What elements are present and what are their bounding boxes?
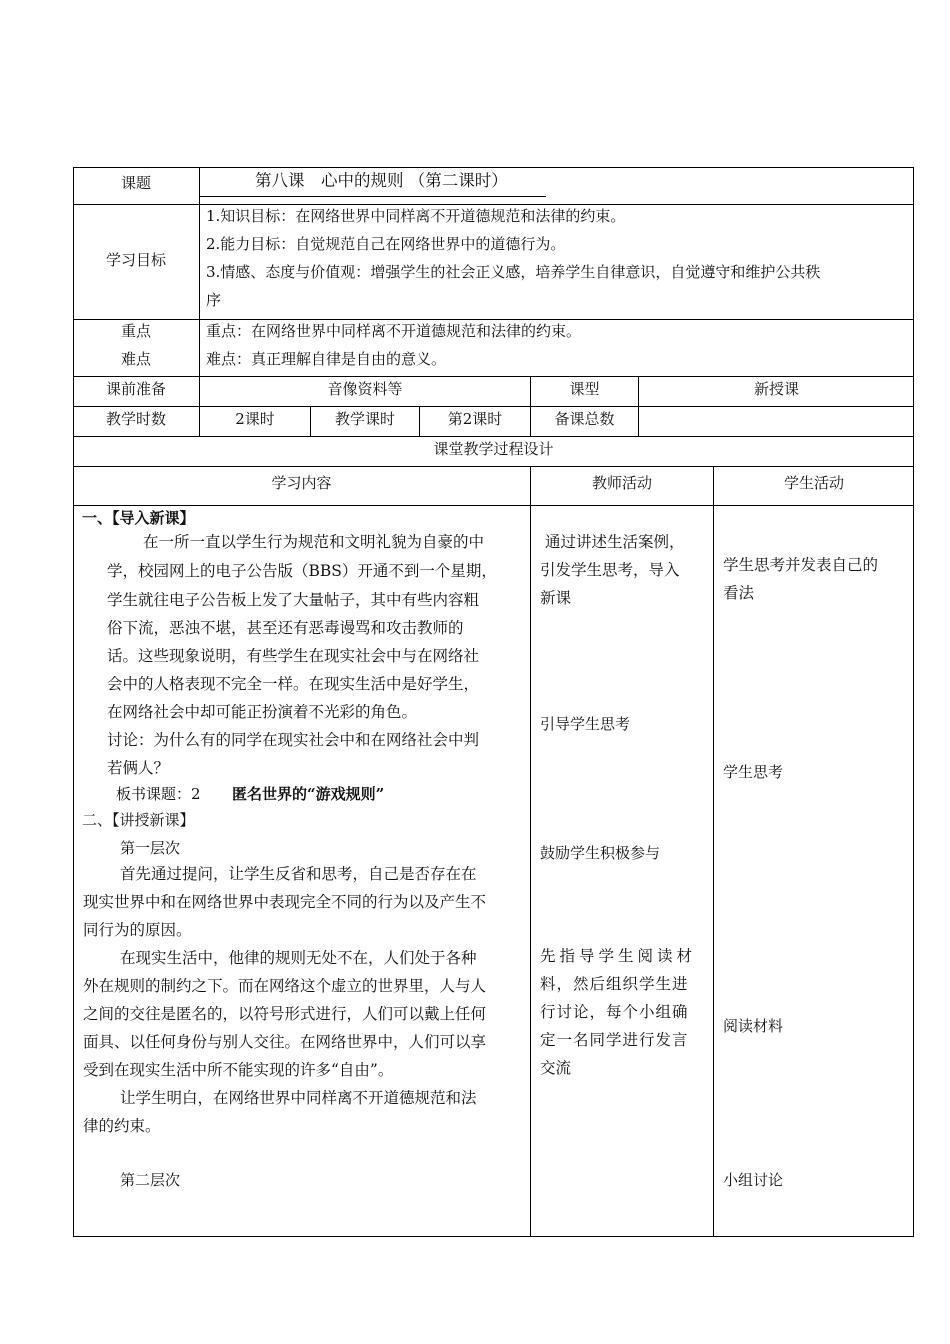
lesson-label: 教学课时: [334, 410, 395, 428]
intro-line: 学，校园网上的电子公告版（BBS）开通不到一个星期，: [107, 562, 497, 580]
discussion-line: 讨论：为什么有的同学在现实社会中和在网络社会中判: [107, 731, 480, 749]
prep-label: 课前准备: [105, 380, 166, 398]
col-divider: [713, 466, 714, 1237]
discussion-line: 若俩人？: [107, 759, 170, 777]
intro-line: 话。这些现象说明，有些学生在现实社会中与在网络社: [107, 647, 480, 665]
lesson-value: 第2课时: [447, 410, 503, 428]
teacher-activity-line: 通过讲述生活案例，: [545, 533, 685, 551]
col-header-content: 学习内容: [271, 474, 332, 492]
para-three-line: 让学生明白，在网络世界中同样离不开道德规范和法: [120, 1089, 477, 1107]
goal-ability: 2.能力目标：自觉规范自己在网络世界中的道德行为。: [206, 235, 566, 253]
type-label: 课型: [569, 380, 600, 398]
teacher-activity-encourage: 鼓励学生积极参与: [540, 844, 661, 862]
intro-line: 在网络社会中却可能正扮演着不光彩的角色。: [107, 703, 418, 721]
title-underline: [200, 196, 546, 197]
student-activity-think: 学生思考: [723, 763, 784, 781]
col-header-teacher: 教师活动: [591, 474, 652, 492]
level-one-line: 首先通过提问，让学生反省和思考，自己是否存在在: [120, 865, 477, 883]
key-text: 重点：在网络世界中同样离不开道德规范和法律的约束。: [206, 322, 582, 340]
teacher-activity-guide: 引导学生思考: [540, 715, 631, 733]
teacher-activity-line: 料，然后组织学生进: [540, 975, 689, 993]
topic-label: 课题: [120, 174, 151, 192]
board-title: 匿名世界的“游戏规则”: [232, 785, 385, 803]
level-two: 第二层次: [120, 1171, 181, 1189]
col-divider: [530, 466, 531, 1237]
goals-label: 学习目标: [105, 251, 166, 269]
level-one: 第一层次: [120, 839, 181, 857]
teacher-activity-line: 定一名同学进行发言: [540, 1031, 689, 1049]
key-label: 重点: [120, 322, 151, 340]
para-three-line: 律的约束。: [83, 1117, 161, 1135]
student-activity-discuss: 小组讨论: [723, 1171, 784, 1189]
prep-value: 音像资料等: [327, 380, 403, 398]
para-two-line: 外在规则的制约之下。而在网络这个虚立的世界里，人与人: [83, 977, 487, 995]
hours-label: 教学时数: [105, 410, 166, 428]
difficult-label: 难点: [120, 350, 151, 368]
student-activity-line: 学生思考并发表自己的: [723, 556, 879, 574]
row-divider: [73, 466, 914, 467]
intro-line: 会中的人格表现不完全一样。在现实生活中是好学生，: [107, 675, 480, 693]
teacher-activity-line: 新课: [540, 589, 572, 607]
para-two-line: 在现实生活中，他律的规则无处不在，人们处于各种: [120, 949, 477, 967]
teacher-activity-line: 引发学生思考，导入: [540, 561, 680, 579]
row-divider: [73, 505, 914, 506]
col-header-student: 学生活动: [783, 474, 844, 492]
intro-line: 俗下流，恶浊不堪，甚至还有恶毒谩骂和攻击教师的: [107, 619, 464, 637]
student-activity-line: 看法: [723, 584, 755, 602]
intro-line: 学生就往电子公告板上发了大量帖子，其中有些内容粗: [107, 591, 480, 609]
student-activity-read: 阅读材料: [723, 1017, 784, 1035]
board-prefix: 板书课题：2: [116, 785, 201, 803]
goal-values: 3.情感、态度与价值观：增强学生的社会正义感，培养学生自律意识，自觉遵守和维护公共秩: [206, 263, 821, 281]
intro-line: 在一所一直以学生行为规范和文明礼貌为自豪的中: [143, 533, 485, 551]
teacher-activity-line: 交流: [540, 1059, 572, 1077]
teacher-activity-line: 先指导学生阅读材: [540, 947, 697, 965]
level-one-line: 现实世界中和在网络世界中表现完全不同的行为以及产生不: [83, 893, 487, 911]
para-two-line: 之间的交往是匿名的，以符号形式进行，人们可以戴上任何: [83, 1005, 487, 1023]
intro-heading: 一、【导入新课】: [82, 509, 195, 527]
difficult-text: 难点：真正理解自律是自由的意义。: [206, 350, 447, 368]
type-value: 新授课: [753, 380, 799, 398]
teach-heading: 二、【讲授新课】: [82, 811, 195, 829]
goal-knowledge: 1.知识目标：在网络世界中同样离不开道德规范和法律的约束。: [206, 207, 626, 225]
level-one-line: 同行为的原因。: [83, 921, 192, 939]
hours-value: 2课时: [235, 410, 275, 428]
goal-values-cont: 序: [206, 291, 222, 309]
para-two-line: 面具、以任何身份与别人交往。在网络世界中，人们可以享: [83, 1033, 487, 1051]
para-two-line: 受到在现实生活中所不能实现的许多“自由”。: [83, 1061, 394, 1079]
total-label: 备课总数: [554, 410, 615, 428]
teacher-activity-line: 行讨论，每个小组确: [540, 1003, 689, 1021]
topic-title: 第八课 心中的规则 （第二课时）: [255, 171, 508, 190]
process-title: 课堂教学过程设计: [433, 440, 554, 458]
